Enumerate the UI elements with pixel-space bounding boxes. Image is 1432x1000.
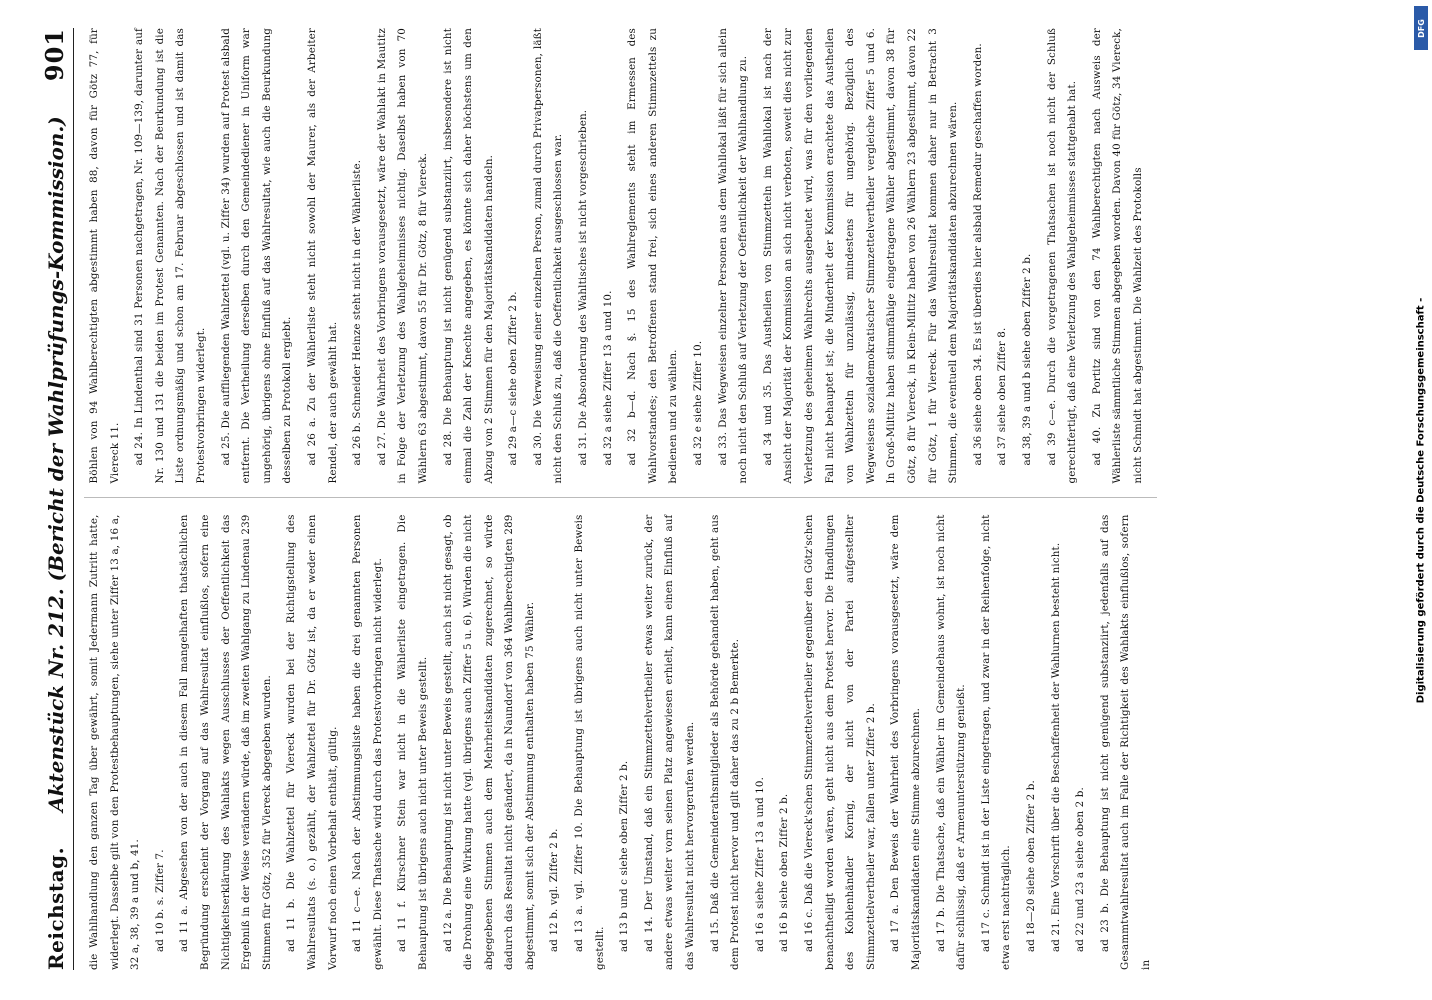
paragraph: ad 31. Die Absonderung des Wahltisches ist nicht vorgeschrieben. [577, 109, 590, 466]
paragraph: ad 30. Die Verweisung einer einzelnen Person, zumal durch Privatpersonen, läßt nicht den Schluß zu, daß die Oeffentlichkeit ausgeschlossen war. [531, 28, 565, 484]
paragraph: ad 11 b. Die Wahlzettel für Viereck wurden bei der Richtigstellung des Wahlresultats (s. o.) gezählt, der Wahlzettel für Dr. Götz ist, da er weder einen Vorwurf noch einen Vorbehalt enthält, gültig. [285, 514, 339, 970]
paragraph: ad 40. Zu Portitz sind von den 74 Wahlberechtigten nach Ausweis der Wählerliste sämmtliche Stimmen abgegeben worden. Davon 40 für Götz, 34 Viereck, nicht Schmidt hat abgestimmt. Die Wahlzeit des Protokolls [1090, 28, 1144, 484]
paragraph: ad 26 a. Zu der Wählerliste steht nicht sowohl der Maurer, als der Arbeiter Rendel, der auch gewählt hat. [305, 28, 339, 484]
digitization-credit [1414, 190, 1428, 810]
page-number: 901 [40, 28, 69, 82]
running-head-title: Aktenstück Nr. 212. (Bericht der Wahlprüfungs-Kommission.) [44, 116, 68, 812]
paragraph: ad 39 c—e. Durch die vorgetragenen Thatsachen ist noch nicht der Schluß gerechtfertigt, daß eine Verletzung des Wahlgeheimnisses stattgehabt hat. [1045, 28, 1079, 484]
dfg-logo: DFG [1414, 6, 1428, 50]
paragraph: ad 28. Die Behauptung ist nicht genügend substanziirt, insbesondere ist nicht einmal die Zahl der Knechte angegeben, es könnte sich daher höchstens um den Abzug von 2 Stimmen für den Majoritätskandidaten handeln. [441, 28, 495, 484]
paragraph: Böhlen von 94 Wahlberechtigten abgestimmt haben 88, davon für Götz 77, für Viereck 11. [88, 28, 121, 484]
paragraph: ad 29 a—c siehe oben Ziffer 2 b. [507, 291, 520, 466]
left-column [84, 515, 1157, 971]
paragraph: ad 32 e siehe Ziffer 10. [692, 340, 705, 466]
paragraph: ad 21. Eine Vorschrift über die Beschaffenheit der Wahlurnen besteht nicht. [1049, 542, 1062, 952]
paragraph: ad 32 b—d. Nach §. 15 des Wahlreglements steht im Ermessen des Wahlvorstandes; den Betroffenen stand frei, sich eines anderen Stimmzettels zu bedienen und zu wählen. [626, 28, 680, 484]
running-head-left: Reichstag. [44, 846, 68, 970]
text-columns [84, 28, 1157, 970]
paragraph: ad 16 a siehe Ziffer 13 a und 10. [753, 776, 766, 952]
paragraph: ad 34 und 35. Das Austheilen von Stimmzetteln im Wahllokal ist nach der Ansicht der Majorität der Kommission an sich nicht verboten, soweit dies nicht zur Verletzung des geheimen Wahlrechts ausgebeutet wird, was für den vorliegenden Fall nicht behauptet ist; die Minderheit der Kommission erachtete das Austheilen von Wahlzetteln für unzulässig, mindestens für ungehörig. Bezüglich des Wegweisens sozialdemokratischer Stimmzettelvertheiler vergleiche Ziffer 5 und 6. In Groß-Miltitz haben stimmfähige eingetragene Wähler abgestimmt, davon 38 für Götz, 8 für Viereck, in Klein-Miltitz haben von 26 Wählern 23 abgestimmt, davon 22 für Götz, 1 für Viereck. Für das Wahlresultat kommen daher nur in Betracht 3 Stimmen, die eventuell dem Majoritätskandidaten abzurechnen wären. [761, 28, 960, 484]
paragraph: die Wahlhandlung den ganzen Tag über gewährt, somit Jedermann Zutritt hatte, widerlegt. Dasselbe gilt von den Protestbehauptungen, siehe unter Ziffer 13 a, 16 a, 32 a, 38, 39 a und b, 41. [88, 514, 142, 970]
paragraph: ad 15. Daß die Gemeinderathsmitglieder als Behörde gehandelt haben, geht aus dem Protest nicht hervor und gilt daher das zu 2 b Bemerkte. [708, 514, 742, 970]
paragraph: ad 36 siehe oben 34. Es ist überdies hier alsbald Remedur geschaffen worden. [971, 43, 984, 466]
paragraph: ad 14. Der Umstand, daß ein Stimmzettelvertheiler etwas weiter zurück, der andere etwas weiter vorn seinen Platz angewiesen erhielt, kann einen Einfluß auf das Wahlresultat nicht hervorgerufen werden. [642, 514, 697, 970]
paragraph: ad 32 a siehe Ziffer 13 a und 10. [601, 290, 614, 466]
paragraph: ad 24. In Lindenthal sind 31 Personen nachgetragen, Nr. 109—139, darunter auf Nr. 130 und 131 die beiden im Protest Genannten. Nach der Beurkundung ist die Liste ordnungsmäßig und schon am 17. Februar abgeschlossen und ist damit das Protestvorbringen widerlegt. [133, 28, 207, 484]
paragraph: ad 17 b. Die Thatsache, daß ein Wähler im Gemeindehaus wohnt, ist noch nicht dafür schlüssig, daß er Armenunterstützung genießt. [934, 514, 968, 970]
page-header [40, 28, 74, 970]
paragraph: ad 22 und 23 a siehe oben 2 b. [1074, 787, 1087, 952]
paragraph: ad 16 c. Daß die Viereck'schen Stimmzettelvertheiler gegenüber den Götz'schen benachtheiligt worden wären, geht nicht aus dem Protest hervor. Die Handlungen des Kohlenhändler Kornig, der nicht von der Partei aufgestellter Stimmzettelvertheiler war, fallen unter Ziffer 2 b. [803, 514, 877, 970]
paragraph: ad 12 a. Die Behauptung ist nicht unter Beweis gestellt, auch ist nicht gesagt, ob die Drohung eine Wirkung hatte (vgl. übrigens auch Ziffer 5 u. 6). Würden die nicht abgegebenen Stimmen auch dem Mehrheitskandidaten zugerechnet, so würde dadurch das Resultat nicht geändert, da in Naundorf von 364 Wahlberechtigten 289 abgestimmt, somit sich der Abstimmung enthalten haben 75 Wähler. [441, 514, 536, 970]
paragraph: ad 13 b und c siehe oben Ziffer 2 b. [618, 760, 631, 952]
paragraph: ad 11 a. Abgesehen von der auch in diesem Fall mangelhaften thatsächlichen Begründung erscheint der Vorgang auf das Wahlresultat einflußlos, sofern eine Nichtigkeitserklärung des Wahlakts wegen Ausschlusses der Oeffentlichkeit das Ergebniß in der Weise verändern würde, daß im zweiten Wahlgang zu Lindenau 239 Stimmen für Götz, 352 für Viereck abgegeben wurden. [178, 514, 273, 970]
paragraph: ad 10 b. s. Ziffer 7. [153, 849, 166, 952]
paragraph: ad 25. Die auffliegenden Wahlzettel (vgl. u. Ziffer 34) wurden auf Protest alsbald entfernt. Die Vertheilung derselben durch den Gemeindediener in Uniform war ungehörig, übrigens ohne Einfluß auf das Wahlresultat, wie auch die Beurkundung desselben zu Protokoll ergiebt. [219, 28, 294, 484]
paragraph: ad 18—20 siehe oben Ziffer 2 b. [1024, 780, 1037, 952]
paragraph: ad 17 c. Schmidt ist in der Liste eingetragen, und zwar in der Reihenfolge, nicht etwa erst nachträglich. [979, 514, 1013, 970]
document-page [26, 2, 1406, 998]
paragraph: ad 38, 39 a und b siehe oben Ziffer 2 b. [1020, 253, 1033, 466]
paragraph: ad 27. Die Wahrheit des Vorbringens vorausgesetzt, wäre der Wahlakt in Mautitz in Folge der Verletzung des Wahlgeheimnisses nichtig. Daselbst haben von 70 Wählern 63 abgestimmt, davon 55 für Dr. Götz, 8 für Viereck. [375, 28, 429, 484]
paragraph: ad 33. Das Wegweisen einzelner Personen aus dem Wahllokal läßt für sich allein noch nicht den Schluß auf Verletzung der Oeffentlichkeit der Wahlhandlung zu. [716, 28, 750, 484]
paragraph: ad 37 siehe oben Ziffer 8. [996, 327, 1009, 466]
paragraph: ad 13 a. vgl. Ziffer 10. Die Behauptung ist übrigens auch nicht unter Beweis gestellt. [573, 514, 606, 970]
right-column [84, 28, 1157, 499]
paragraph: ad 23 b. Die Behauptung ist nicht genügend substanziirt, jedenfalls auf das Gesammtwahlresultat auch im Falle der Richtigkeit des Wahlakts einflußlos, sofern in [1098, 514, 1152, 970]
paragraph: ad 11 c—e. Nach der Abstimmungsliste haben die drei genannten Personen gewählt. Diese Thatsache wird durch das Protestvorbringen nicht widerlegt. [351, 514, 384, 970]
digitization-credit-text: Digitalisierung gefördert durch die Deutsche Forschungsgemeinschaft - [1415, 297, 1427, 703]
paragraph: ad 26 b. Schneider Heinze steht nicht in der Wählerliste. [351, 159, 364, 466]
paragraph: ad 12 b. vgl. Ziffer 2 b. [548, 828, 561, 952]
paragraph: ad 17 a. Den Beweis der Wahrheit des Vorbringens vorausgesetzt, wäre dem Majoritätskandidaten eine Stimme abzurechnen. [889, 514, 922, 970]
paragraph: ad 11 f. Kürschner Stein war nicht in die Wählerliste eingetragen. Die Behauptung ist übrigens auch nicht unter Beweis gestellt. [396, 514, 429, 970]
paragraph: ad 16 b siehe oben Ziffer 2 b. [778, 793, 791, 952]
